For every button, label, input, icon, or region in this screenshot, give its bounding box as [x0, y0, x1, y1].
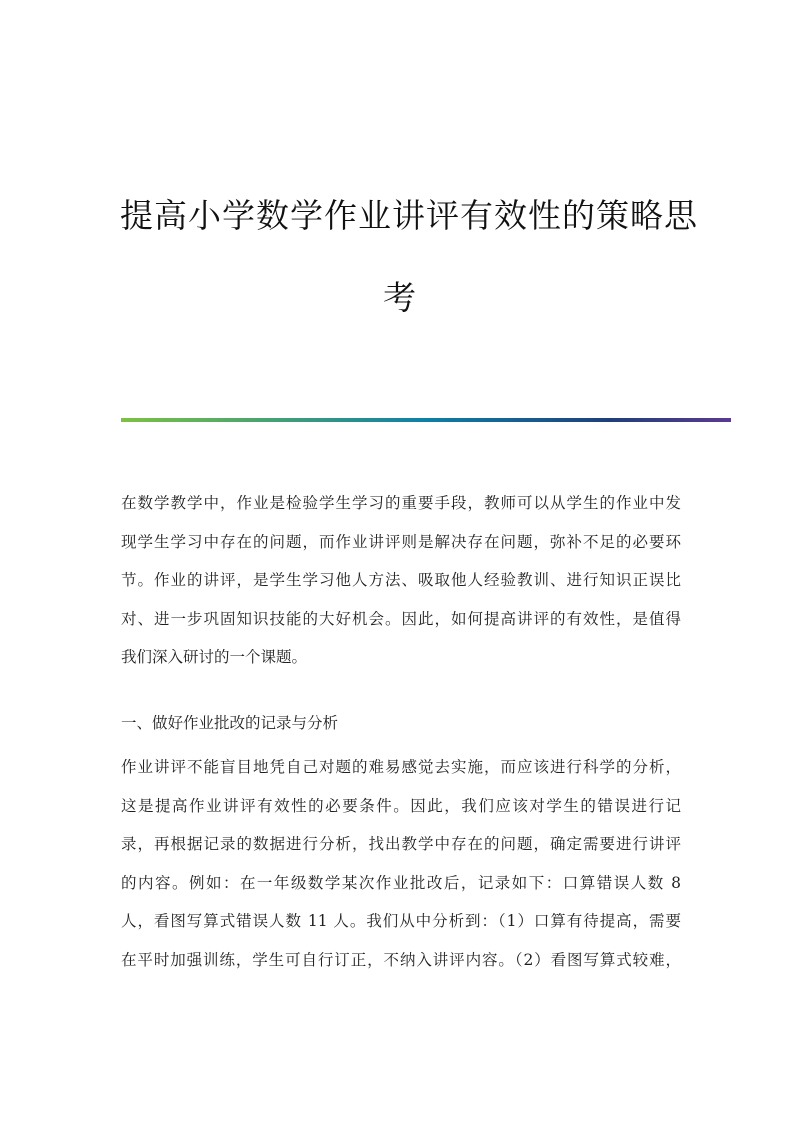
section-1-line-2: 这是提高作业讲评有效性的必要条件。因此，我们应该对学生的错误进行记: [121, 796, 681, 815]
intro-line-3: 节。作业的讲评，是学生学习他人方法、吸取他人经验教训、进行知识正误比: [121, 571, 681, 589]
document-title-line-1: 提高小学数学作业讲评有效性的策略思: [120, 196, 698, 235]
section-1-heading: [121, 704, 681, 743]
section-1-paragraph: [121, 748, 681, 979]
section-1-line-3: 录，再根据记录的数据进行分析，找出教学中存在的问题，确定需要进行讲评: [121, 835, 681, 853]
section-1-line-6: 在平时加强训练，学生可自行订正，不纳入讲评内容。（2）看图写算式较难，: [121, 950, 681, 969]
intro-line-1: 在数学教学中，作业是检验学生学习的重要手段，教师可以从学生的作业中发: [121, 494, 681, 512]
divider-bar: [121, 418, 731, 422]
intro-line-2: 现学生学习中存在的问题，而作业讲评则是解决存在问题，弥补不足的必要环: [121, 532, 681, 551]
intro-line-4: 对、进一步巩固知识技能的大好机会。因此，如何提高讲评的有效性，是值得: [121, 609, 681, 628]
section-1-line-1: 作业讲评不能盲目地凭自己对题的难易感觉去实施，而应该进行科学的分析，: [121, 758, 681, 776]
intro-line-5: 我们深入研讨的一个课题。: [121, 648, 308, 666]
title-divider: [121, 418, 731, 422]
section-1-line-5: 人，看图写算式错误人数 11 人。我们从中分析到：（1）口算有待提高，需要: [121, 912, 681, 930]
document-title-line-2: 考: [383, 278, 417, 317]
section-1-line-4: 的内容。例如：在一年级数学某次作业批改后，记录如下：口算错误人数 8: [121, 873, 681, 892]
intro-paragraph: [121, 484, 681, 677]
section-1-heading-text: 一、做好作业批改的记录与分析: [121, 714, 339, 732]
